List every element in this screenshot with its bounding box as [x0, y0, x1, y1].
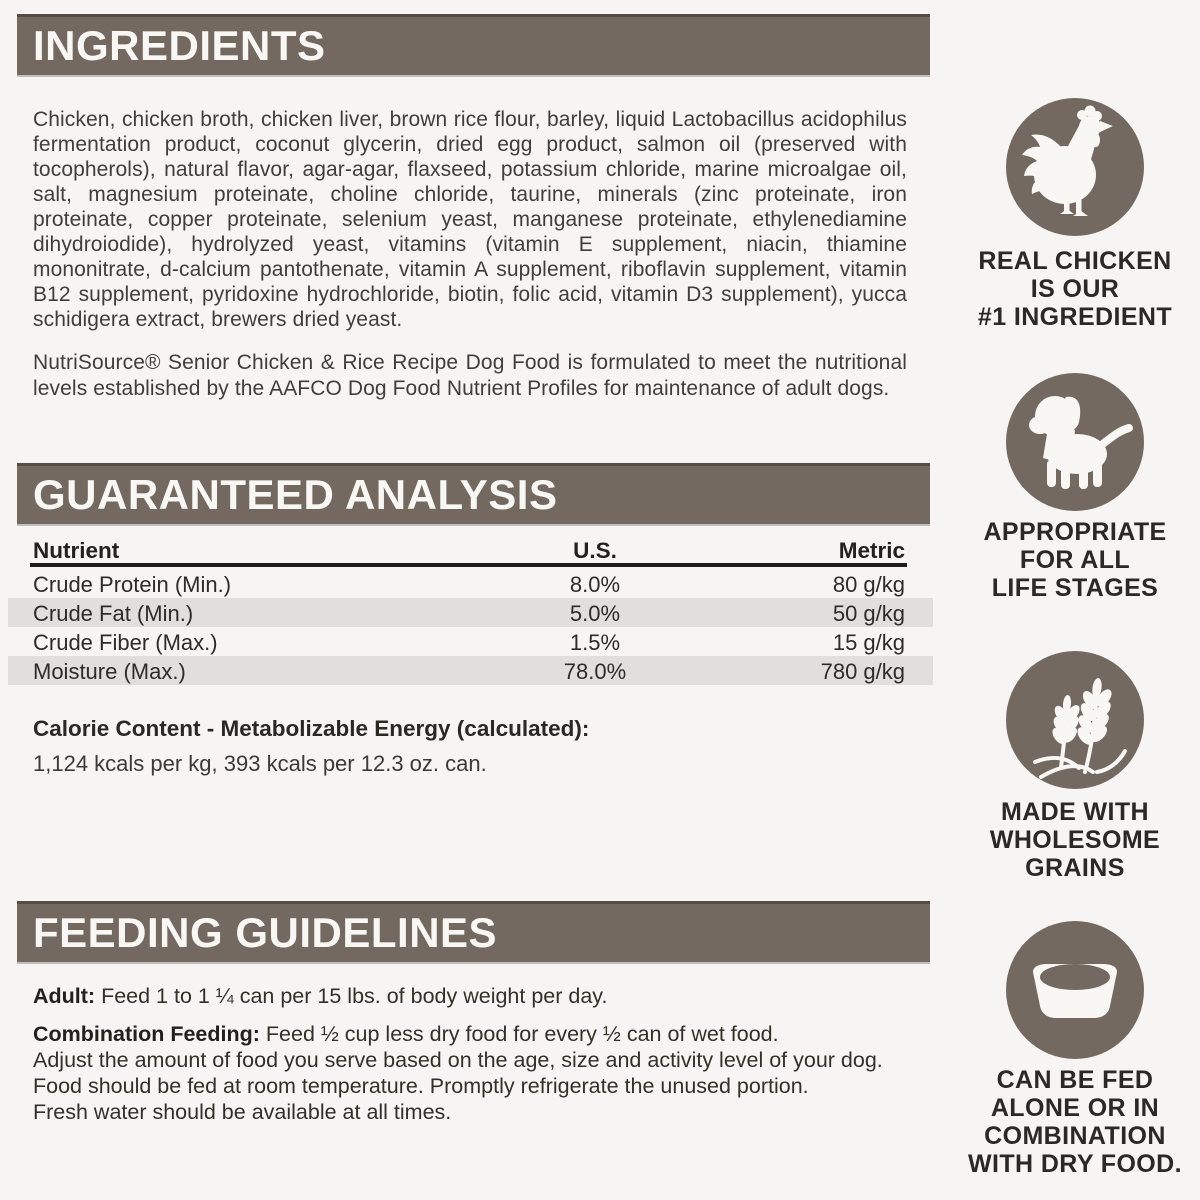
caption-line: APPROPRIATE	[983, 518, 1167, 546]
calorie-content-heading: Calorie Content - Metabolizable Energy (calculated):	[33, 716, 590, 741]
puppy-icon	[1005, 372, 1145, 512]
analysis-header-bar	[17, 463, 930, 524]
badge-caption-chicken	[950, 247, 1200, 331]
ingredients-list: Chicken, chicken broth, chicken liver, brown rice flour, barley, liquid Lactobacillus acidophilus fermentation product, coconut glycerin, dried egg product, salmon oil (preserved with tocopherols), natural flavor, agar-agar, flaxseed, potassium chloride, marine microalgae oil, salt, magnesium proteinate, choline chloride, taurine, minerals (zinc proteinate, iron proteinate, copper proteinate, selenium yeast, manganese proteinate, ethylenediamine dihydroiodide), hydrolyzed yeast, vitamins (vitamin E supplement, niacin, thiamine mononitrate, d-calcium pantothenate, vitamin A supplement, riboflavin supplement, vitamin B12 supplement, pyridoxine hydrochloride, biotin, folic acid, vitamin D3 supplement), yucca schidigera extract, brewers dried yeast.	[33, 108, 907, 331]
caption-line: WHOLESOME	[989, 826, 1161, 854]
feeding-note-line: Fresh water should be available at all times.	[33, 1100, 452, 1124]
metric-value: 15 g/kg	[832, 630, 905, 655]
calorie-content-value: 1,124 kcals per kg, 393 kcals per 12.3 oz. can.	[33, 751, 487, 776]
nutrient-name: Crude Protein (Min.)	[33, 572, 232, 597]
caption-line: ALONE OR IN	[990, 1094, 1160, 1122]
feeding-note-line: Food should be fed at room temperature. Promptly refrigerate the unused portion.	[33, 1074, 809, 1098]
us-value: 78.0%	[563, 659, 627, 684]
feeding-title: FEEDING GUIDELINES	[33, 909, 498, 956]
caption-line: COMBINATION	[984, 1122, 1166, 1150]
chicken-icon	[1005, 97, 1145, 237]
table-row	[8, 656, 933, 685]
dog-bowl-icon	[1005, 920, 1145, 1060]
caption-line: IS OUR	[1030, 275, 1120, 303]
aafco-statement: NutriSource® Senior Chicken & Rice Recipe Dog Food is formulated to meet the nutritional levels established by the AAFCO Dog Food Nutrient Profiles for maintenance of adult dogs.	[33, 351, 907, 400]
table-header-rule	[30, 563, 907, 567]
feeding-adult-line	[33, 984, 607, 1009]
us-value: 5.0%	[569, 601, 621, 626]
badge-caption-grains	[950, 798, 1200, 882]
caption-line: GRAINS	[1025, 854, 1125, 882]
feeding-combination-line	[33, 1022, 779, 1047]
caption-line: FOR ALL	[1019, 546, 1131, 574]
ingredients-header-bar	[17, 14, 930, 75]
table-row	[8, 569, 933, 598]
caption-line: #1 INGREDIENT	[977, 303, 1173, 331]
badge-caption-life-stages	[950, 518, 1200, 602]
combination-label: Combination Feeding:	[33, 1022, 260, 1046]
col-us: U.S.	[573, 538, 617, 563]
adult-text: Feed 1 to 1 ¼ can per 15 lbs. of body weight per day.	[95, 984, 608, 1008]
feeding-note-line: Adjust the amount of food you serve based on the age, size and activity level of your dog.	[33, 1048, 883, 1072]
metric-value: 780 g/kg	[820, 659, 905, 684]
caption-line: LIFE STAGES	[991, 574, 1159, 602]
feeding-header-bar	[17, 901, 930, 962]
col-metric: Metric	[838, 538, 905, 563]
adult-label: Adult:	[33, 984, 96, 1008]
wheat-grains-icon	[1005, 650, 1145, 790]
nutrient-name: Moisture (Max.)	[33, 659, 186, 684]
caption-line: REAL CHICKEN	[978, 247, 1172, 275]
caption-line: MADE WITH	[1000, 798, 1150, 826]
combination-text: Feed ½ cup less dry food for every ½ can of wet food.	[259, 1022, 779, 1046]
metric-value: 50 g/kg	[832, 601, 905, 626]
caption-line: CAN BE FED	[996, 1066, 1154, 1094]
us-value: 1.5%	[569, 630, 621, 655]
caption-line: WITH DRY FOOD.	[968, 1150, 1182, 1178]
col-nutrient: Nutrient	[33, 538, 120, 563]
analysis-table-header	[33, 538, 905, 564]
badge-caption-feeding	[950, 1066, 1200, 1178]
nutrient-name: Crude Fat (Min.)	[33, 601, 194, 626]
table-row	[8, 627, 933, 656]
table-row	[8, 598, 933, 627]
analysis-title: GUARANTEED ANALYSIS	[33, 471, 558, 518]
us-value: 8.0%	[569, 572, 621, 597]
metric-value: 80 g/kg	[832, 572, 905, 597]
nutrient-name: Crude Fiber (Max.)	[33, 630, 218, 655]
ingredients-title: INGREDIENTS	[33, 22, 326, 69]
